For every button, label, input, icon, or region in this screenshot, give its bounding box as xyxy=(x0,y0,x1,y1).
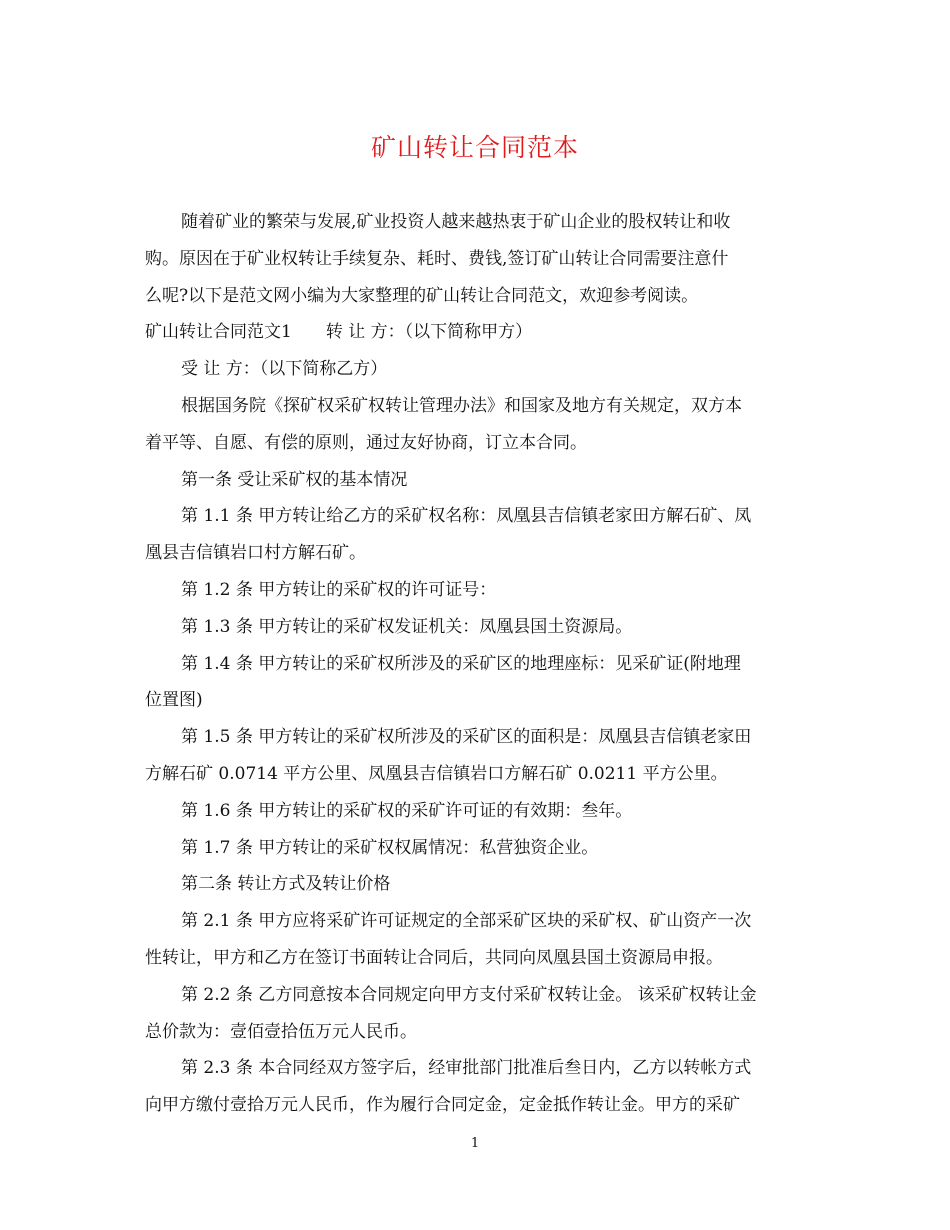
paragraph-line: 方解石矿 0.0714 平方公里、凤凰县吉信镇岩口方解石矿 0.0211 平方公里。 xyxy=(145,763,728,784)
paragraph-line: 第 2.3 条 本合同经双方签字后，经审批部门批准后叁日内，乙方以转帐方式 xyxy=(181,1058,752,1079)
paragraph-line: 第 1.7 条 甲方转让的采矿权权属情况：私营独资企业。 xyxy=(181,837,599,858)
section-heading: 第二条 转让方式及转让价格 xyxy=(181,874,391,895)
paragraph-line: 第 1.3 条 甲方转让的采矿权发证机关：凤凰县国土资源局。 xyxy=(181,616,633,637)
section-heading: 第一条 受让采矿权的基本情况 xyxy=(181,469,408,490)
paragraph-line: 第 1.2 条 甲方转让的采矿权的许可证号： xyxy=(181,579,497,600)
paragraph-line: 总价款为：壹佰壹拾伍万元人民币。 xyxy=(145,1021,417,1042)
paragraph-line: 根据国务院《探矿权采矿权转让管理办法》和国家及地方有关规定，双方本 xyxy=(181,395,742,416)
paragraph-line: 随着矿业的繁荣与发展,矿业投资人越来越热衷于矿山企业的股权转让和收 xyxy=(181,212,731,232)
paragraph-line: 向甲方缴付壹拾万元人民币，作为履行合同定金，定金抵作转让金。甲方的采矿 xyxy=(145,1095,740,1116)
paragraph-line: 第 1.5 条 甲方转让的采矿权所涉及的采矿区的面积是：凤凰县吉信镇老家田 xyxy=(181,727,752,748)
paragraph-line: 位置图) xyxy=(145,690,203,711)
document-title: 矿山转让合同范本 xyxy=(370,133,579,162)
paragraph-line: 第 1.1 条 甲方转让给乙方的采矿权名称：凤凰县吉信镇老家田方解石矿、凤 xyxy=(181,506,752,527)
paragraph-line: 性转让，甲方和乙方在签订书面转让合同后，共同向凤凰县国土资源局申报。 xyxy=(145,947,723,968)
paragraph-line: 第 2.1 条 甲方应将采矿许可证规定的全部采矿区块的采矿权、矿山资产一次 xyxy=(181,911,752,932)
document-body xyxy=(145,204,810,1124)
paragraph-line: 购。原因在于矿业权转让手续复杂、耗时、费钱,签订矿山转让合同需要注意什 xyxy=(145,248,729,269)
transferor-line: 转 让 方：（以下简称甲方） xyxy=(325,322,533,343)
paragraph-line: 第 2.2 条 乙方同意按本合同规定向甲方支付采矿权转让金。 该采矿权转让金 xyxy=(181,984,757,1005)
paragraph-line: 么呢?以下是范文网小编为大家整理的矿山转让合同范文，欢迎参考阅读。 xyxy=(145,285,699,306)
page-number: 1 xyxy=(470,1136,480,1151)
paragraph-line xyxy=(145,314,810,351)
paragraph-line: 凰县吉信镇岩口村方解石矿。 xyxy=(145,543,366,564)
paragraph-line: 第 1.4 条 甲方转让的采矿权所涉及的采矿区的地理座标：见采矿证(附地理 xyxy=(181,653,741,674)
paragraph-line: 受 让 方：（以下简称乙方） xyxy=(181,359,388,380)
sample-heading: 矿山转让合同范文1 xyxy=(145,322,292,343)
paragraph-line: 着平等、自愿、有偿的原则，通过友好协商，订立本合同。 xyxy=(145,432,587,453)
paragraph-line: 第 1.6 条 甲方转让的采矿权的采矿许可证的有效期：叁年。 xyxy=(181,800,633,821)
